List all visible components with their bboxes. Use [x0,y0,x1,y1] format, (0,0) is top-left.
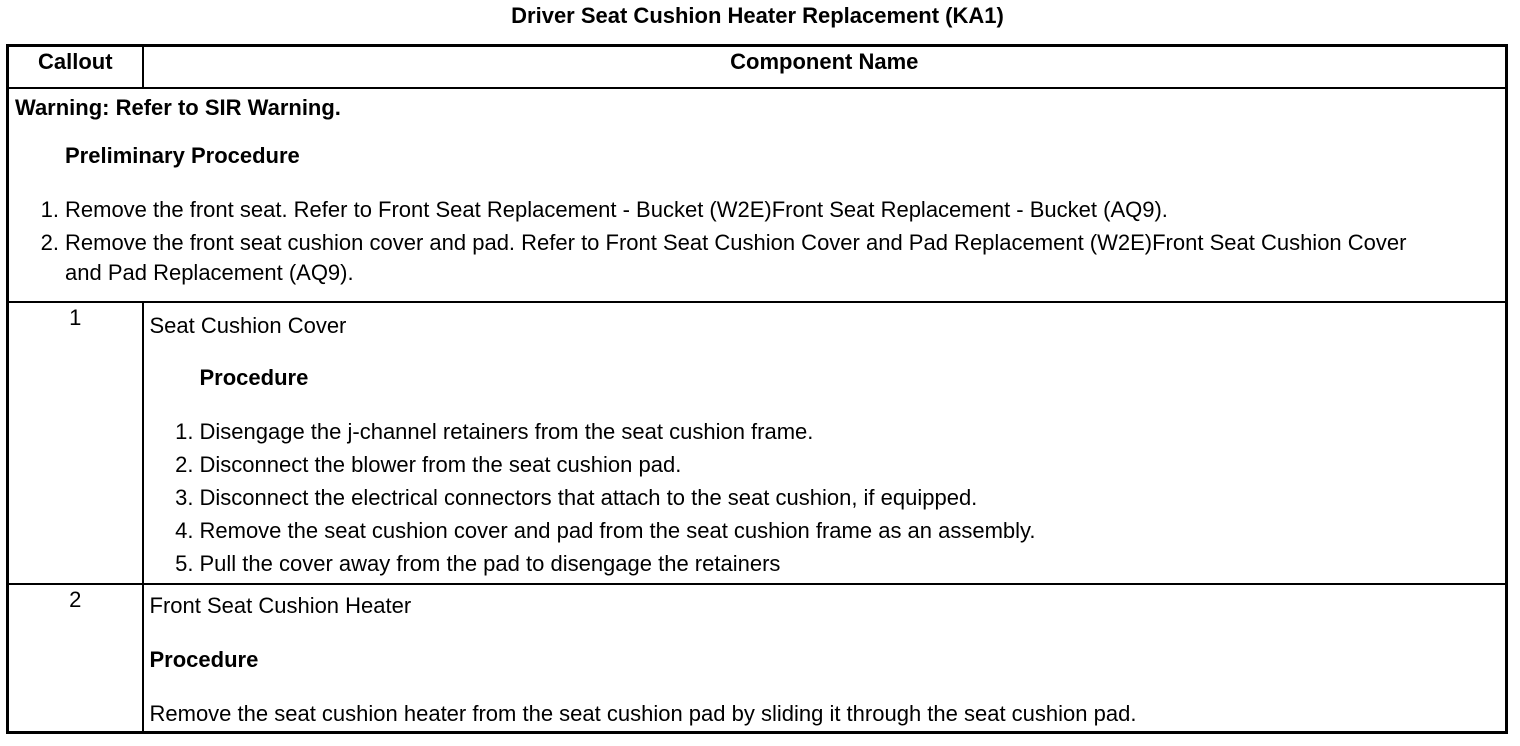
list-item [40,195,1425,225]
step-text: Remove the seat cushion cover and pad from the seat cushion frame as an assembly. [199,518,1036,543]
step-text: Disconnect the blower from the seat cushion pad. [199,452,682,477]
list-item [175,417,1506,447]
step-number: 2. [175,452,194,477]
document-title: Driver Seat Cushion Heater Replacement (KA1) [511,3,1004,28]
step-text: Disengage the j-channel retainers from the seat cushion frame. [199,419,814,444]
step-number: 1. [40,197,59,222]
step-number: 1. [175,419,194,444]
list-item [175,483,1506,513]
procedure-text: Remove the seat cushion heater from the seat cushion pad by sliding it through the seat cushion pad. [149,701,1137,726]
header-component-name: Component Name [143,46,1507,89]
preliminary-steps [9,171,1505,288]
procedure-heading: Procedure [149,647,259,672]
table-row [8,302,1507,584]
step-number: 2. [40,230,59,255]
list-item [175,450,1506,480]
sir-warning: Warning: Refer to SIR Warning. [15,95,341,120]
procedure-steps [144,393,1506,579]
component-cell [143,584,1507,733]
table-row [8,584,1507,733]
step-number: 5. [175,551,194,576]
list-item [175,516,1506,546]
preliminary-row [8,88,1507,302]
preliminary-cell [8,88,1507,302]
procedure-heading: Procedure [199,365,309,390]
step-text: Pull the cover away from the pad to disengage the retainers [199,551,781,576]
component-table [6,44,1508,734]
preliminary-procedure-heading: Preliminary Procedure [65,143,300,168]
step-text: Disconnect the electrical connectors that attach to the seat cushion, if equipped. [199,485,978,510]
step-text: Remove the front seat. Refer to Front Seat Replacement - Bucket (W2E)Front Seat Replacement - Bucket (AQ9). [65,197,1168,222]
list-item [175,549,1506,579]
header-callout: Callout [8,46,143,89]
table-header-row [8,46,1507,89]
component-cell [143,302,1507,584]
component-name: Seat Cushion Cover [149,313,347,338]
callout-number: 1 [8,302,143,584]
component-name: Front Seat Cushion Heater [149,593,412,618]
step-number: 4. [175,518,194,543]
step-number: 3. [175,485,194,510]
callout-number: 2 [8,584,143,733]
list-item [40,228,1425,288]
step-text: Remove the front seat cushion cover and pad. Refer to Front Seat Cushion Cover and Pad Replacement (W2E)Front Seat Cushion Cover and Pad Replacement (AQ9). [65,230,1407,285]
